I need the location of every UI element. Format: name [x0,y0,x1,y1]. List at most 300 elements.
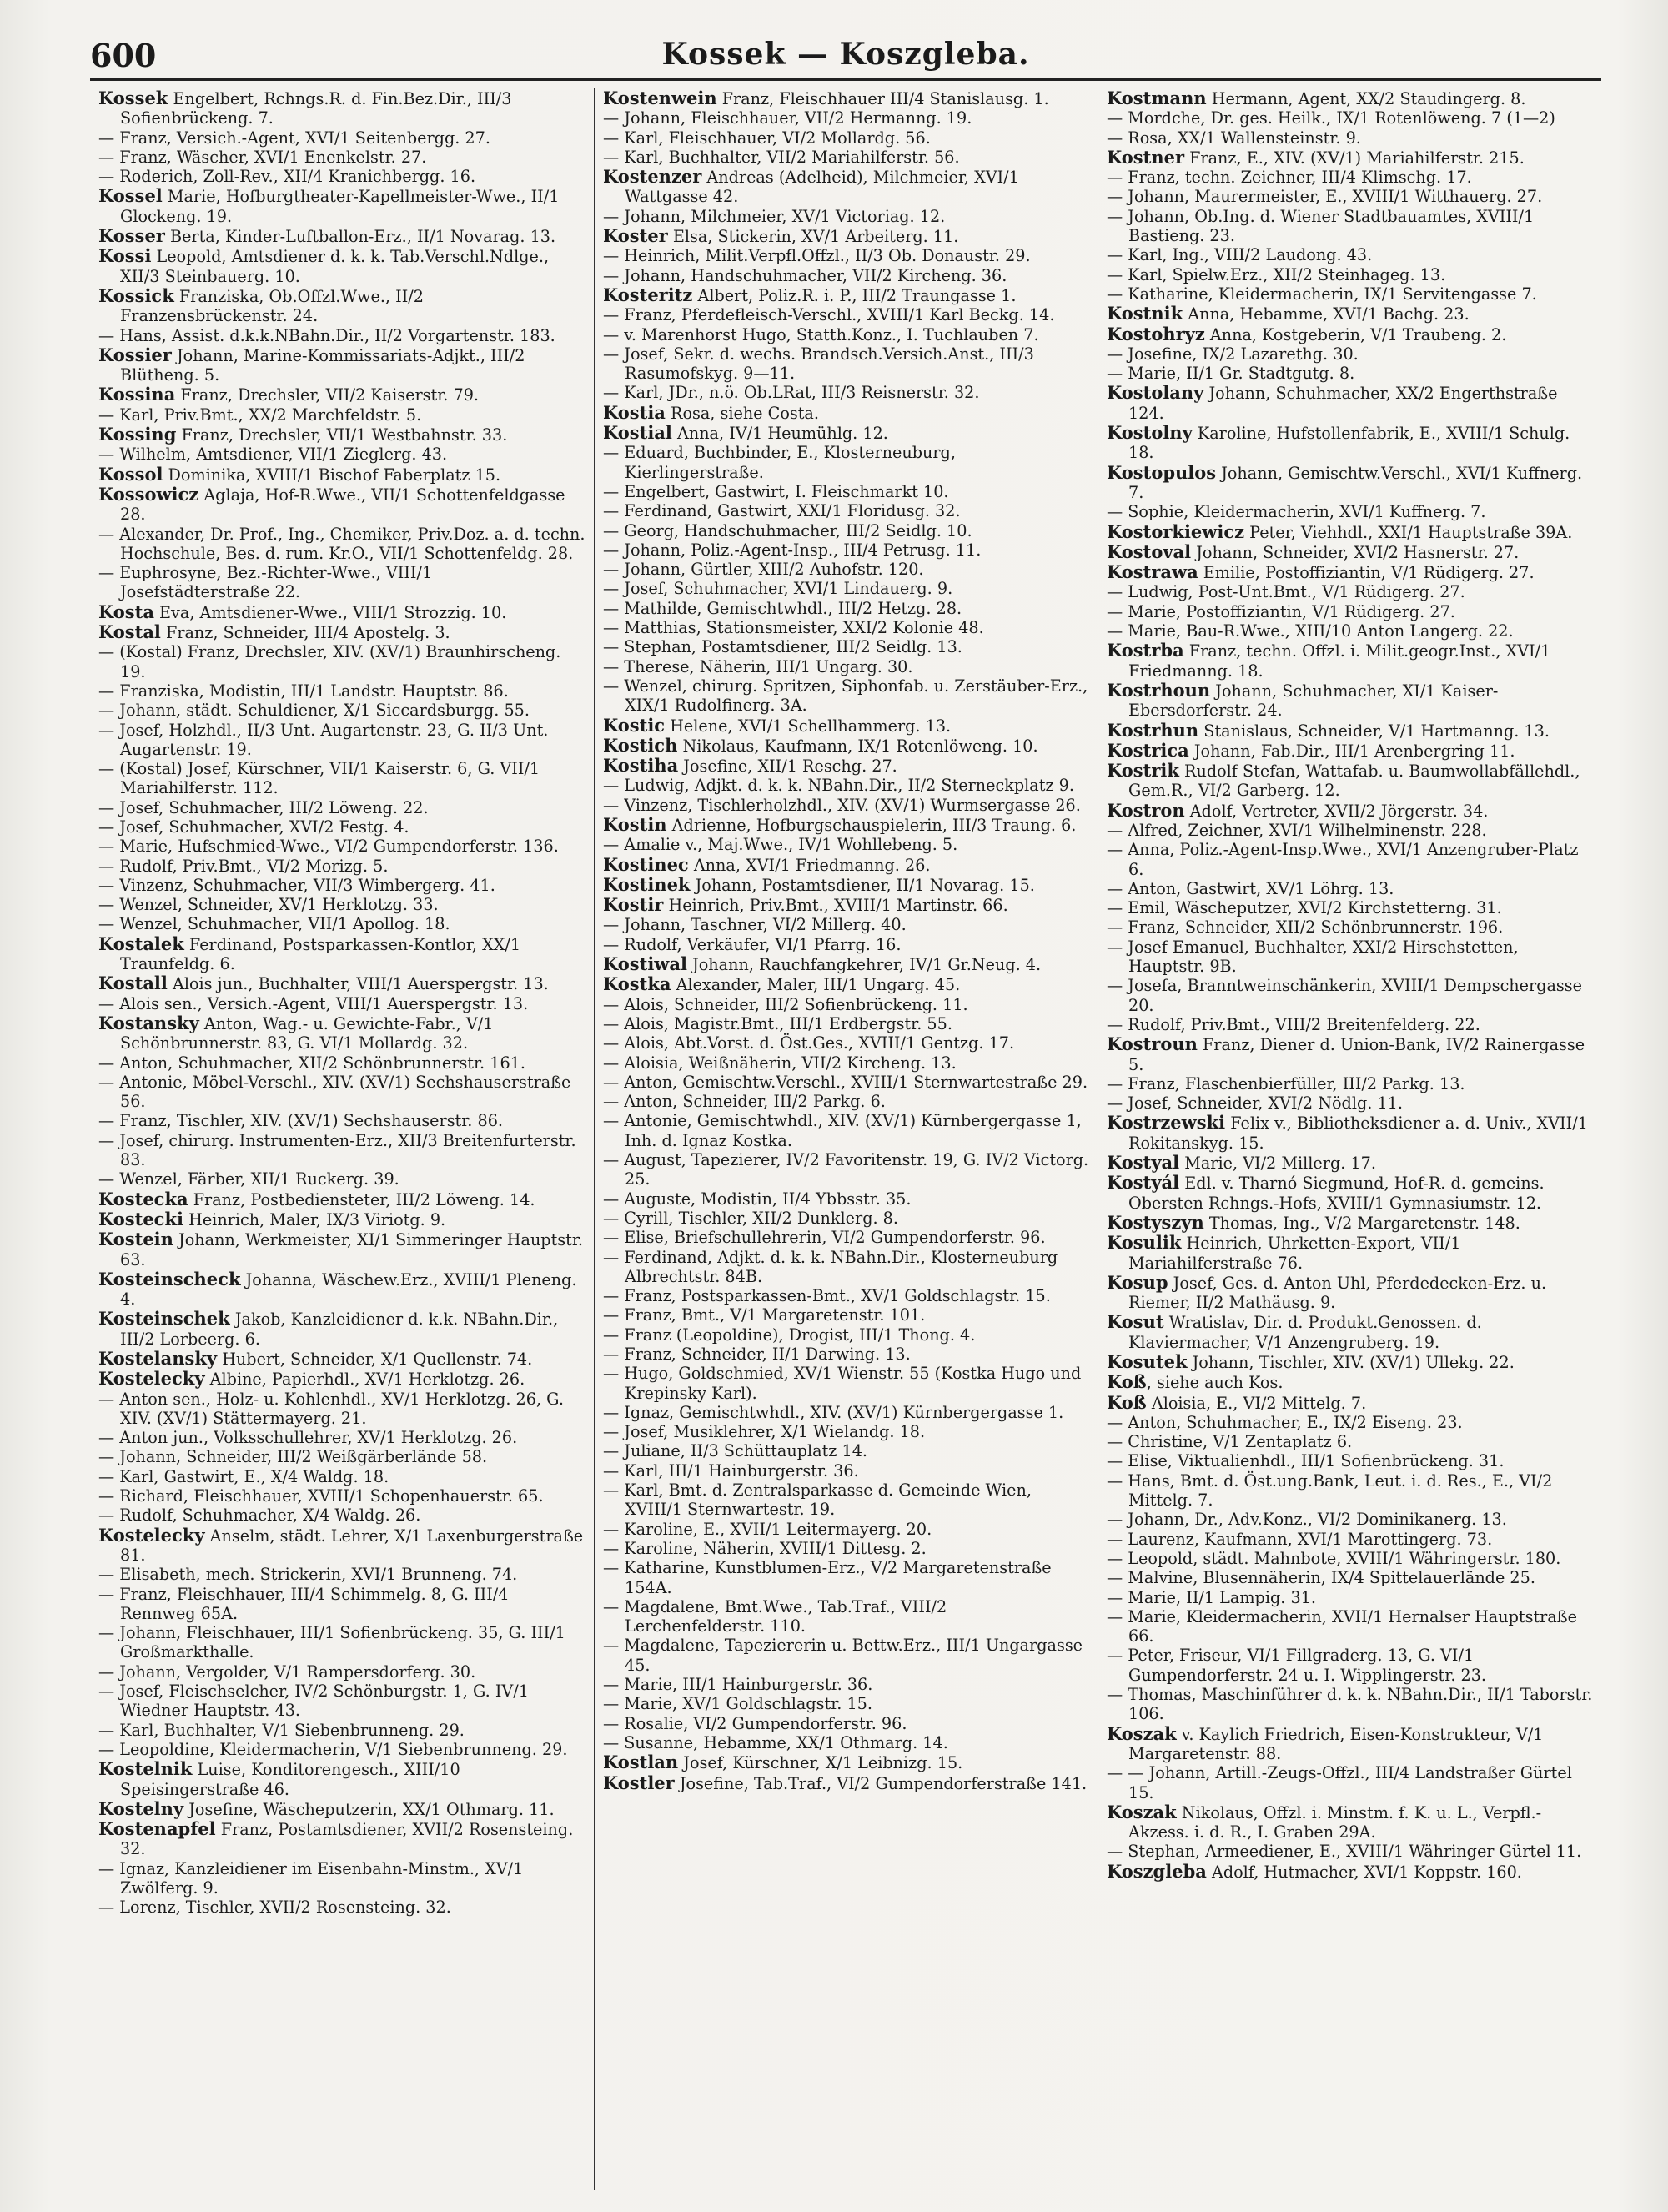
directory-entry [98,817,585,837]
directory-entry [603,521,1089,540]
entry-columns [90,88,1601,2190]
entry-text: Eva, Amtsdiener-Wwe., VIII/1 Strozzig. 10. [153,602,507,622]
directory-entry [98,1073,585,1112]
directory-entry [603,1228,1089,1247]
directory-entry [98,721,585,760]
entry-text: — Wilhelm, Amtsdiener, VII/1 Zieglerg. 43. [98,445,448,465]
entry-text: Franz, Fleischhauer III/4 Stanislausg. 1. [716,89,1049,108]
entry-text: — Hans, Assist. d.k.k.NBahn.Dir., II/2 Vorgartenstr. 183. [98,325,555,345]
entry-text: Anna, Hebamme, XVI/1 Bachg. 23. [1183,304,1470,324]
entry-text: Berta, Kinder-Luftballon-Erz., II/1 Novarag. 13. [164,227,556,247]
entry-text: Johann, Fab.Dir., III/1 Arenbergring 11. [1188,741,1515,761]
entry-text: Josef, Ges. d. Anton Uhl, Pferdedecken-Erz. u. Riemer, II/2 Mathäusg. 9. [1128,1273,1547,1313]
entry-text: — Malvine, Blusennäherin, IX/4 Spittelauerlände 25. [1107,1568,1535,1588]
directory-entry [603,835,1089,854]
entry-surname: Kostin [603,813,667,835]
directory-entry [603,1033,1089,1053]
entry-text: — Franz, Schneider, XII/2 Schönbrunnerstr. 196. [1107,917,1504,938]
entry-text: Felix v., Bibliotheksdiener a. d. Univ., XVII/1 Rokitanskyg. 15. [1128,1114,1588,1153]
entry-text: — Johann, Handschuhmacher, VII/2 Kircheng. 36. [603,265,1007,285]
entry-text: — Josef, chirurg. Instrumenten-Erz., XII/3 Breitenfurterstr. 83. [98,1130,576,1170]
directory-entry [603,1714,1089,1733]
directory-entry [98,1209,585,1229]
entry-surname: Kostecka [98,1188,188,1209]
directory-entry [98,88,585,128]
directory-entry [1107,1685,1593,1724]
entry-surname: Kostelansky [98,1348,218,1369]
directory-entry [98,1131,585,1170]
entry-surname: Kossel [98,185,163,207]
entry-text: Rudolf Stefan, Wattafab. u. Baumwollabfällehdl., Gem.R., VI/2 Garberg. 12. [1128,762,1580,801]
entry-text: — Anton, Schuhmacher, E., IX/2 Eiseng. 23. [1107,1412,1463,1432]
entry-text: — Franz, techn. Zeichner, III/4 Klimschg. 17. [1107,168,1472,188]
directory-entry [603,676,1089,716]
entry-text: — Leopold, städt. Mahnbote, XVIII/1 Währingerstr. 180. [1107,1548,1561,1568]
directory-entry [1107,423,1593,463]
directory-entry [603,954,1089,974]
directory-entry [98,1390,585,1429]
entry-text: — Johann, Fleischhauer, VII/2 Hermanng. 19. [603,108,972,128]
entry-surname: Kossowicz [98,483,199,505]
directory-entry [98,622,585,642]
entry-surname: Kossina [98,384,176,405]
directory-entry [1107,284,1593,304]
entry-text: — Rudolf, Verkäufer, VI/1 Pfarrg. 16. [603,934,902,954]
entry-surname: Kostelnik [98,1758,193,1780]
entry-text: — Cyrill, Tischler, XII/2 Dunklerg. 8. [603,1208,898,1228]
entry-surname: Kostorkiewicz [1107,520,1245,542]
entry-text: — Johann, Vergolder, V/1 Rampersdorferg. 30. [98,1662,476,1682]
entry-text: — Mordche, Dr. ges. Heilk., IX/1 Rotenlöweng. 7 (1—2) [1107,108,1555,128]
entry-text: — Engelbert, Gastwirt, I. Fleischmarkt 10. [603,481,949,501]
entry-text: — Thomas, Maschinführer d. k. k. NBahn.Dir., II/1 Taborstr. 106. [1107,1685,1593,1724]
directory-entry [98,1467,585,1486]
directory-entry [603,875,1089,895]
entry-surname: Koster [603,225,668,247]
entry-text: — Roderich, Zoll-Rev., XII/4 Kranichbergg. 16. [98,167,476,187]
entry-text: Nikolaus, Offzl. i. Minstm. f. K. u. L., Verpfl.-Akzess. i. d. R., I. Graben 29A. [1128,1802,1542,1842]
entry-text: — Mathilde, Gemischtwhdl., III/2 Hetzg. 28. [603,598,962,618]
entry-surname: Kossol [98,463,163,485]
directory-entry [1107,187,1593,206]
directory-entry [1107,1173,1593,1213]
directory-entry [603,1209,1089,1228]
entry-text: — Rosalie, VI/2 Gumpendorferstr. 96. [603,1713,907,1733]
directory-entry [1107,1724,1593,1764]
entry-text: — Johann, Schneider, III/2 Weißgärberlände 58. [98,1447,488,1467]
entry-text: — Katharine, Kleidermacherin, IX/1 Servitengasse 7. [1107,284,1537,304]
entry-text: — Johann, Milchmeier, XV/1 Victoriag. 12. [603,206,946,226]
directory-entry [1107,108,1593,128]
entry-surname: Kostiwal [603,953,687,975]
entry-surname: Kostrica [1107,739,1189,761]
directory-entry [1107,1862,1593,1882]
entry-text: — Josef Emanuel, Buchhalter, XXI/2 Hirschstetten, Hauptstr. 9B. [1107,937,1519,977]
directory-entry [1107,148,1593,168]
entry-text: Franz, Schneider, III/4 Apostelg. 3. [160,623,450,643]
directory-entry [98,1623,585,1662]
entry-text: — Josef, Schneider, XVI/2 Nödlg. 11. [1107,1093,1403,1114]
directory-entry [603,108,1089,128]
entry-text: — Josef, Fleischselcher, IV/2 Schönburgstr. 1, G. IV/1 Wiedner Hauptstr. 43. [98,1682,529,1721]
entry-surname: Kostyszyn [1107,1211,1204,1233]
directory-entry [603,815,1089,835]
directory-entry [603,128,1089,148]
directory-entry [1107,582,1593,601]
directory-entry [1107,1393,1593,1413]
entry-text: — Juliane, II/3 Schüttauplatz 14. [603,1441,868,1461]
entry-text: — Ignaz, Gemischtwhdl., XIV. (XV/1) Kürnbergergasse 1. [603,1402,1064,1422]
directory-entry [1107,821,1593,840]
directory-entry [1107,1352,1593,1372]
directory-entry [603,637,1089,656]
entry-text: Johann, Rauchfangkehrer, IV/1 Gr.Neug. 4. [686,955,1042,975]
entry-text: Ferdinand, Postsparkassen-Kontlor, XX/1 Traunfeldg. 6. [120,934,521,974]
directory-entry [603,1150,1089,1189]
entry-text: — Wenzel, Schneider, XV/1 Herklotzg. 33. [98,895,439,915]
entry-text: Andreas (Adelheid), Milchmeier, XVI/1 Wattgasse 42. [625,168,1019,207]
directory-entry [603,325,1089,344]
directory-entry [603,915,1089,934]
entry-text: — (Kostal) Josef, Kürschner, VII/1 Kaiserstr. 6, G. VII/1 Mariahilferstr. 112. [98,759,540,798]
directory-entry [1107,304,1593,324]
directory-entry [603,1053,1089,1073]
entry-text: — Ferdinand, Adjkt. d. k. k. NBahn.Dir., Klosterneuburg Albrechtstr. 84B. [603,1247,1058,1286]
directory-entry [98,876,585,895]
directory-entry [603,995,1089,1014]
entry-text: Franz, E., XIV. (XV/1) Mariahilferstr. 215. [1184,148,1525,168]
entry-surname: Kosut [1107,1311,1164,1333]
directory-entry [98,701,585,720]
entry-text: — Aloisia, Weißnäherin, VII/2 Kircheng. 13. [603,1053,957,1073]
entry-surname: Kostenapfel [98,1818,216,1840]
entry-text: — Hugo, Goldschmied, XV/1 Wienstr. 55 (Kostka Hugo und Krepinsky Karl). [603,1364,1082,1403]
directory-entry [1107,1213,1593,1233]
directory-entry [603,1422,1089,1441]
entry-text: — Karoline, Näherin, XVIII/1 Dittesg. 2. [603,1538,927,1558]
entry-text: — Magdalene, Bmt.Wwe., Tab.Traf., VIII/2 Lerchenfelderstr. 110. [603,1596,947,1636]
entry-text: — Karl, Priv.Bmt., XX/2 Marchfeldstr. 5. [98,405,422,425]
entry-text: — Eduard, Buchbinder, E., Klosterneuburg, Kierlingerstraße. [603,443,956,482]
entry-text: Josefine, Tab.Traf., VI/2 Gumpendorferstraße 141. [674,1773,1088,1793]
directory-entry [98,1428,585,1447]
entry-text: Franz, techn. Offzl. i. Milit.geogr.Inst., XVI/1 Friedmanng. 18. [1128,641,1551,681]
entry-text: Nikolaus, Kaufmann, IX/1 Rotenlöweng. 10. [677,736,1038,756]
entry-surname: Kossi [98,245,152,267]
entry-text: — Anna, Poliz.-Agent-Insp.Wwe., XVI/1 Anzengruber-Platz 6. [1107,840,1579,879]
directory-entry [98,1369,585,1389]
directory-entry [1107,879,1593,898]
entry-text: — Franz, Tischler, XIV. (XV/1) Sechshauserstr. 86. [98,1111,504,1131]
entry-surname: Kostmann [1107,88,1207,108]
directory-entry [603,657,1089,676]
directory-entry [603,1325,1089,1345]
directory-entry [1107,1413,1593,1432]
entry-text: Engelbert, Rchngs.R. d. Fin.Bez.Dir., III/3 Sofienbrückeng. 7. [120,89,512,128]
directory-entry [98,1819,585,1859]
entry-text: Thomas, Ing., V/2 Margaretenstr. 148. [1203,1213,1520,1233]
entry-text: — Josef, Schuhmacher, XVI/2 Festg. 4. [98,817,409,837]
directory-entry [603,167,1089,207]
directory-entry [603,207,1089,226]
entry-surname: Kossier [98,344,172,365]
entry-text: — Johann, Ob.Ing. d. Wiener Stadtbauamtes, XVIII/1 Bastieng. 23. [1107,206,1535,246]
entry-text: — Stephan, Armeediener, E., XVIII/1 Währinger Gürtel 11. [1107,1842,1582,1862]
directory-entry [1107,265,1593,284]
entry-surname: Kostinek [603,873,691,895]
directory-entry [98,1682,585,1721]
entry-text: — Johann, Fleischhauer, III/1 Sofienbrückeng. 35, G. III/1 Großmarkthalle. [98,1623,565,1662]
directory-entry [98,425,585,445]
entry-surname: Kostler [603,1772,675,1793]
directory-entry [603,88,1089,108]
entry-text: Anna, XVI/1 Friedmanng. 26. [688,855,931,875]
directory-entry [603,1539,1089,1558]
entry-surname: Kostecki [98,1208,183,1229]
entry-text: — Susanne, Hebamme, XX/1 Othmarg. 14. [603,1732,948,1752]
entry-text: Johann, Schneider, XVI/2 Hasnerstr. 27. [1191,542,1520,562]
entry-text: Anna, Kostgeberin, V/1 Traubeng. 2. [1204,324,1507,344]
entry-text: — Anton, Gastwirt, XV/1 Löhrg. 13. [1107,878,1394,898]
directory-entry [1107,602,1593,621]
directory-entry [98,1349,585,1369]
entry-text: — Karl, Buchhalter, VII/2 Mariahilferstr. 56. [603,147,960,167]
entry-text: Peter, Viehhdl., XXI/1 Hauptstraße 39A. [1244,522,1573,542]
entry-text: Josef, Kürschner, X/1 Leibnizg. 15. [678,1753,963,1773]
directory-entry [1107,761,1593,801]
directory-entry [98,345,585,385]
entry-surname: Koszak [1107,1722,1177,1744]
entry-text: — Elisabeth, mech. Strickerin, XVI/1 Brunneng. 74. [98,1565,518,1585]
entry-text: Heinrich, Priv.Bmt., XVIII/1 Martinstr. 66. [663,896,1008,916]
directory-entry [1107,562,1593,582]
entry-text: Franz, Postbediensteter, III/2 Löweng. 14. [188,1189,535,1209]
directory-entry [603,935,1089,954]
entry-text: — Heinrich, Milit.Verpfl.Offzl., II/3 Ob. Donaustr. 29. [603,246,1031,266]
entry-text: — Marie, Kleidermacherin, XVII/1 Hernalser Hauptstraße 66. [1107,1606,1577,1646]
entry-text: — Franz, Postsparkassen-Bmt., XV/1 Goldschlagstr. 15. [603,1286,1051,1306]
entry-text: — Johann, Dr., Adv.Konz., VI/2 Dominikanerg. 13. [1107,1510,1507,1530]
directory-entry [603,1073,1089,1092]
directory-entry [1107,502,1593,521]
directory-entry [98,148,585,167]
entry-text: — Wenzel, Schuhmacher, VII/1 Apollog. 18. [98,914,450,934]
entry-surname: Kostenzer [603,166,702,188]
entry-text: — Alois, Schneider, III/2 Sofienbrückeng. 11. [603,994,968,1014]
entry-text: Josefine, XII/1 Reschg. 27. [678,757,897,777]
entry-surname: Kostia [603,401,666,423]
entry-surname: Kostner [1107,146,1185,168]
directory-entry [98,186,585,226]
directory-entry [98,1506,585,1525]
directory-entry [98,642,585,681]
directory-entry [1107,741,1593,761]
directory-entry [1107,128,1593,148]
directory-entry [98,326,585,345]
entry-text: v. Kaylich Friedrich, Eisen-Konstrukteur, V/1 Margaretenstr. 88. [1128,1724,1544,1763]
entry-text: Dominika, XVIII/1 Bischof Faberplatz 15. [163,465,501,485]
entry-surname: Kostlan [603,1752,679,1773]
entry-text: — Ludwig, Adjkt. d. k. k. NBahn.Dir., II/2 Sterneckplatz 9. [603,776,1074,796]
entry-text: — Alois, Abt.Vorst. d. Öst.Ges., XVIII/1 Gentzg. 17. [603,1033,1015,1053]
entry-surname: Koß [1107,1371,1147,1393]
directory-entry [603,1481,1089,1520]
entry-text: Johann, Schuhmacher, XI/1 Kaiser-Ebersdorferstr. 24. [1128,681,1499,721]
entry-text: — Marie, III/1 Hainburgerstr. 36. [603,1675,873,1695]
entry-text: Johann, Werkmeister, XI/1 Simmeringer Hauptstr. 63. [120,1230,584,1269]
directory-entry [603,1752,1089,1772]
entry-text: Anselm, städt. Lehrer, X/1 Laxenburgerstraße 81. [120,1526,584,1565]
entry-text: , siehe auch Kos. [1146,1373,1284,1393]
entry-surname: Kostalek [98,933,184,954]
directory-entry [98,445,585,464]
directory-entry [603,855,1089,875]
entry-text: — Franz, Flaschenbierfüller, III/2 Parkg. 13. [1107,1073,1465,1093]
directory-entry [98,1447,585,1466]
directory-entry [603,1014,1089,1033]
entry-text: — Josef, Holzhdl., II/3 Unt. Augartenstr. 23, G. II/3 Unt. Augartenstr. 19. [98,720,549,759]
directory-entry [603,540,1089,560]
directory-entry [603,1733,1089,1752]
directory-entry [1107,1802,1593,1842]
entry-text: — Franz, Bmt., V/1 Margaretenstr. 101. [603,1305,926,1325]
directory-entry [1107,1312,1593,1352]
entry-text: — Karl, Gastwirt, E., X/4 Waldg. 18. [98,1466,389,1486]
directory-entry [603,618,1089,637]
directory-entry [1107,383,1593,423]
entry-text: Heinrich, Maler, IX/3 Viriotg. 9. [183,1209,446,1229]
directory-entry [1107,1568,1593,1587]
directory-entry [603,226,1089,246]
entry-surname: Kostenwein [603,88,717,108]
directory-entry [98,681,585,701]
directory-entry [1107,1451,1593,1470]
entry-text: — Karl, Buchhalter, V/1 Siebenbrunneng. 29. [98,1720,465,1740]
entry-surname: Kostich [603,734,678,756]
directory-entry [98,857,585,876]
entry-text: — Anton sen., Holz- u. Kohlenhdl., XV/1 Herklotzg. 26, G. XIV. (XV/1) Stättermayerg. 21. [98,1389,564,1428]
entry-text: Alexander, Maler, III/1 Ungarg. 45. [671,975,961,995]
directory-entry [1107,207,1593,246]
directory-entry [603,1189,1089,1209]
directory-entry [603,148,1089,167]
entry-text: — Auguste, Modistin, II/4 Ybbsstr. 35. [603,1189,912,1209]
directory-entry [603,1441,1089,1460]
entry-text: — Ignaz, Kanzleidiener im Eisenbahn-Minstm., XV/1 Zwölferg. 9. [98,1858,524,1898]
directory-entry [1107,324,1593,344]
directory-entry [98,1526,585,1566]
entry-text: — Marie, Postoffiziantin, V/1 Rüdigerg. 27. [1107,601,1455,621]
directory-entry [603,383,1089,402]
entry-text: — Ferdinand, Gastwirt, XXI/1 Floridusg. 32. [603,501,961,521]
directory-entry [98,994,585,1013]
entry-text: — Anton, Gemischtw.Verschl., XVIII/1 Sternwartestraße 29. [603,1072,1088,1092]
directory-entry [98,895,585,914]
entry-text: Franziska, Ob.Offzl.Wwe., II/2 Franzensbrückenstr. 24. [120,286,424,326]
directory-entry [603,1675,1089,1694]
directory-entry [98,563,585,602]
entry-surname: Kostansky [98,1012,199,1033]
entry-text: Franz, Diener d. Union-Bank, IV/2 Rainergasse 5. [1128,1035,1585,1074]
directory-entry [1107,898,1593,917]
entry-text: Marie, VI/2 Millerg. 17. [1179,1154,1376,1174]
entry-text: — August, Tapezierer, IV/2 Favoritenstr. 19, G. IV/2 Victorg. 25. [603,1150,1089,1189]
directory-entry [1107,1113,1593,1153]
directory-entry [603,1773,1089,1793]
entry-text: — Amalie v., Maj.Wwe., IV/1 Wohllebeng. 5. [603,835,958,855]
directory-entry [603,560,1089,579]
entry-surname: Kostein [98,1229,173,1250]
directory-entry [603,1345,1089,1364]
directory-entry [1107,344,1593,364]
directory-entry [98,1013,585,1053]
entry-text: — Wenzel, chirurg. Spritzen, Siphonfab. u. Zerstäuber-Erz., XIX/1 Rudolfinerg. 3A. [603,676,1088,716]
entry-surname: Kossek [98,88,168,108]
directory-entry [603,579,1089,598]
entry-text: Helene, XVI/1 Schellhammerg. 13. [665,716,952,736]
entry-text: Edl. v. Tharnó Siegmund, Hof-R. d. gemeins. Obersten Rchngs.-Hofs, XVIII/1 Gymnasiumstr. 12. [1128,1174,1545,1213]
directory-entry [603,1558,1089,1597]
directory-entry [603,1111,1089,1150]
entry-surname: Kostinec [603,853,689,875]
directory-entry [603,1286,1089,1305]
entry-surname: Kostrik [1107,760,1179,782]
directory-entry [98,1898,585,1917]
entry-text: — Hans, Bmt. d. Öst.ung.Bank, Leut. i. d. Res., E., VI/2 Mittelg. 7. [1107,1470,1553,1511]
directory-entry [1107,976,1593,1015]
directory-entry [603,285,1089,305]
directory-entry [1107,1015,1593,1034]
directory-entry [1107,1233,1593,1273]
entry-surname: Kostolany [1107,382,1204,404]
entry-text: — Karl, Fleischhauer, VI/2 Mollardg. 56. [603,128,931,148]
directory-entry [603,1520,1089,1539]
directory-entry [98,602,585,622]
entry-surname: Kostnik [1107,303,1183,324]
entry-text: Jakob, Kanzleidiener d. k.k. NBahn.Dir., III/2 Lorbeerg. 6. [120,1310,559,1349]
entry-text: Albert, Poliz.R. i. P., III/2 Traungasse 1. [692,285,1017,305]
entry-surname: Kosta [98,601,154,622]
entry-text: — Elise, Briefschullehrerin, VI/2 Gumpendorferstr. 96. [603,1228,1046,1248]
entry-text: — Marie, II/1 Lampig. 31. [1107,1587,1316,1607]
entry-text: — Christine, V/1 Zentaplatz 6. [1107,1432,1353,1452]
entry-text: — Karl, JDr., n.ö. Ob.LRat, III/3 Reisnerstr. 32. [603,383,980,403]
directory-entry [603,1248,1089,1287]
entry-text: — Laurenz, Kaufmann, XVI/1 Marottingerg. 73. [1107,1529,1493,1549]
entry-surname: Kosulik [1107,1232,1182,1254]
entry-text: — Matthias, Stationsmeister, XXI/2 Kolonie 48. [603,618,984,638]
directory-entry [603,756,1089,776]
directory-entry [98,1721,585,1740]
directory-entry [98,1269,585,1310]
directory-entry [1107,522,1593,542]
entry-text: Heinrich, Uhrketten-Export, VII/1 Mariahilferstraße 76. [1128,1234,1461,1273]
directory-entry [98,973,585,993]
entry-text: Alois jun., Buchhalter, VIII/1 Auerspergstr. 13. [167,974,549,994]
entry-text: Johann, Marine-Kommissariats-Adjkt., III/2 Blütheng. 5. [120,345,525,385]
entry-text: — Karl, Ing., VIII/2 Laudong. 43. [1107,245,1373,265]
entry-text: — Alois sen., Versich.-Agent, VIII/1 Auerspergstr. 13. [98,993,529,1013]
page-header [90,33,1601,83]
entry-surname: Kostrhoun [1107,679,1211,701]
directory-entry [98,1486,585,1506]
entry-text: Hermann, Agent, XX/2 Staudingerg. 8. [1206,89,1526,108]
entry-text: Adolf, Hutmacher, XVI/1 Koppstr. 160. [1206,1862,1522,1882]
entry-text: — Richard, Fleischhauer, XVIII/1 Schopenhauerstr. 65. [98,1486,544,1506]
entry-surname: Kostoval [1107,540,1192,562]
entry-text: Johanna, Wäschew.Erz., XVIII/1 Pleneng. 4. [120,1269,577,1310]
entry-text: Wratislav, Dir. d. Produkt.Genossen. d. Klaviermacher, V/1 Anzengruberg. 19. [1128,1313,1482,1352]
